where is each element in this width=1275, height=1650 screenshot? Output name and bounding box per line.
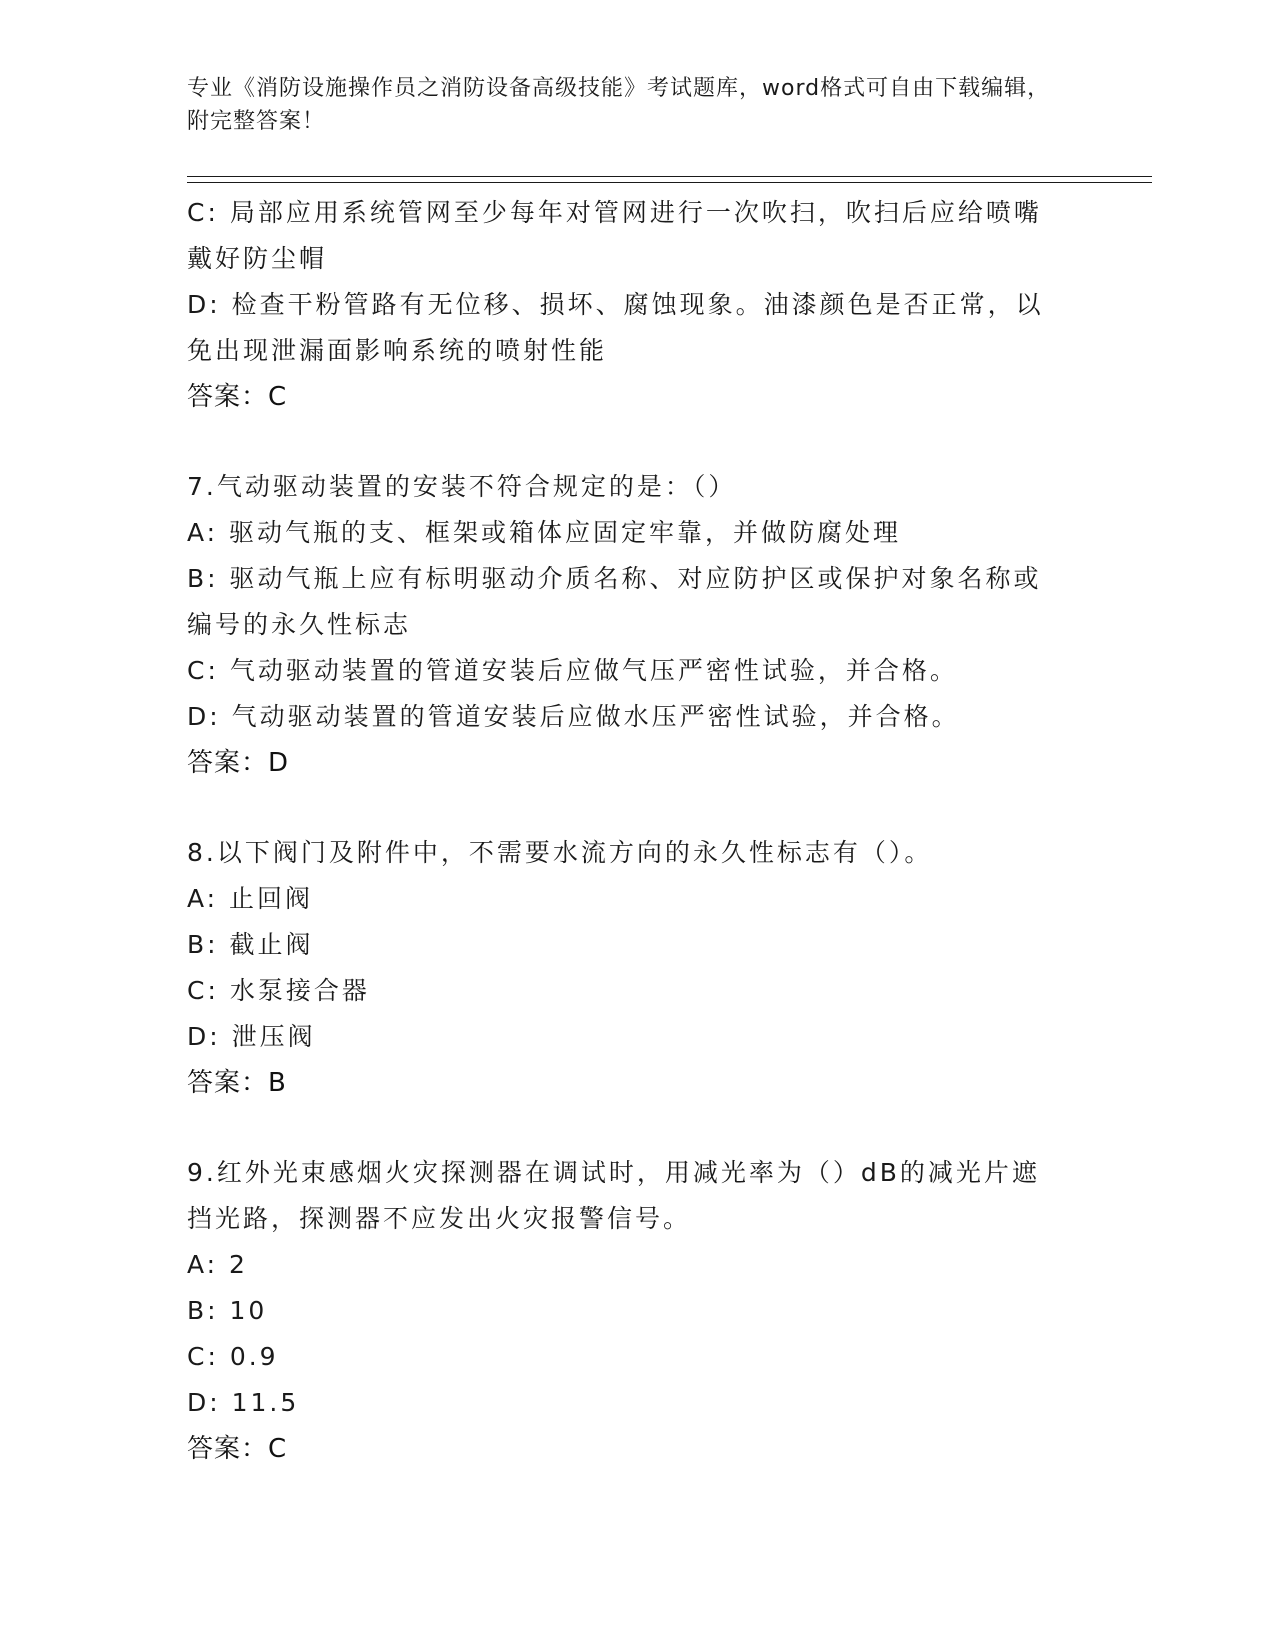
option-c: C: 局部应用系统管网至少每年对管网进行一次吹扫，吹扫后应给喷嘴戴好防尘帽 [187, 198, 1042, 273]
answer-line: 答案：C [187, 1434, 288, 1464]
option-c: C: 0.9 [187, 1342, 279, 1371]
option-b: B: 10 [187, 1296, 268, 1325]
answer-line: 答案：C [187, 382, 288, 412]
question-text: 8.以下阀门及附件中，不需要水流方向的永久性标志有（）。 [187, 838, 933, 867]
header-divider-bottom [187, 182, 1152, 183]
answer-line: 答案：D [187, 748, 290, 778]
question-block-6-continued [187, 190, 1067, 420]
option-c: C: 气动驱动装置的管道安装后应做气压严密性试验，并合格。 [187, 656, 958, 685]
spacer [187, 1106, 1067, 1150]
option-d: D: 检查干粉管路有无位移、损坏、腐蚀现象。油漆颜色是否正常，以免出现泄漏面影响系统的喷射性能 [187, 290, 1044, 365]
option-d: D: 11.5 [187, 1388, 300, 1417]
document-intro: 专业《消防设施操作员之消防设备高级技能》考试题库，word格式可自由下载编辑，附完整答案！ [187, 76, 1051, 134]
option-d: D: 气动驱动装置的管道安装后应做水压严密性试验，并合格。 [187, 702, 960, 731]
question-block-8 [187, 830, 1067, 1106]
option-b: B: 截止阀 [187, 930, 314, 959]
spacer [187, 786, 1067, 830]
option-a: A: 2 [187, 1250, 248, 1279]
option-d: D: 泄压阀 [187, 1022, 316, 1051]
option-a: A: 驱动气瓶的支、框架或箱体应固定牢靠，并做防腐处理 [187, 518, 902, 547]
answer-line: 答案：B [187, 1068, 287, 1098]
header-divider-top [187, 176, 1152, 177]
question-block-9 [187, 1150, 1067, 1472]
question-text: 9.红外光束感烟火灾探测器在调试时，用减光率为（）dB的减光片遮挡光路，探测器不应发出火灾报警信号。 [187, 1158, 1040, 1233]
spacer [187, 420, 1067, 464]
option-b: B: 驱动气瓶上应有标明驱动介质名称、对应防护区或保护对象名称或编号的永久性标志 [187, 564, 1042, 639]
option-a: A: 止回阀 [187, 884, 314, 913]
question-block-7 [187, 464, 1067, 786]
option-c: C: 水泵接合器 [187, 976, 370, 1005]
question-list [187, 190, 1067, 1472]
question-text: 7.气动驱动装置的安装不符合规定的是：（） [187, 472, 737, 501]
